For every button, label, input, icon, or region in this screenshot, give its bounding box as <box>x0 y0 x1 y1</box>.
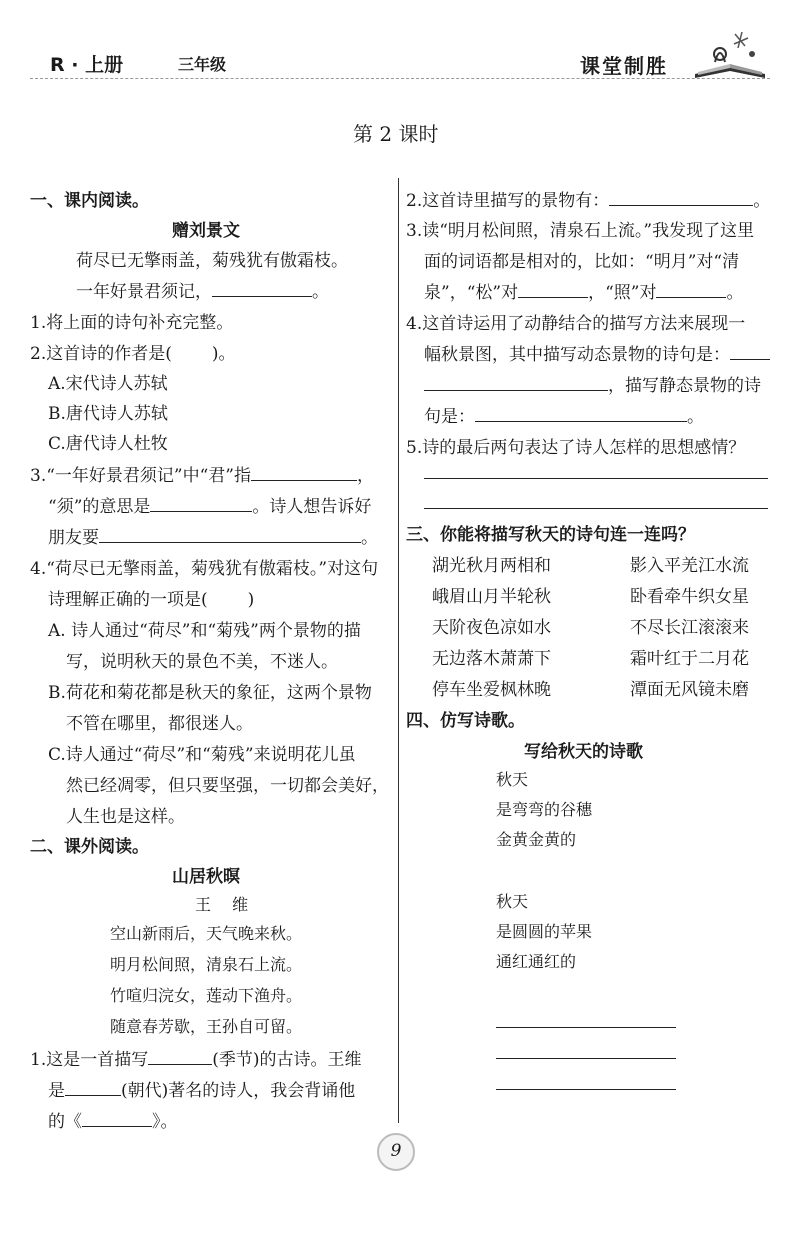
stanza1-line2: 是弯弯的谷穗 <box>496 800 593 819</box>
s1-q4-option-b1: B.荷花和菊花都是秋天的象征，这两个景物 <box>48 683 372 703</box>
s1-q2-option-b: B.唐代诗人苏轼 <box>48 404 168 424</box>
r-q3-blank2[interactable] <box>656 281 726 298</box>
r-q3-line2: 面的词语都是相对的，比如：“明月”对“清 <box>424 252 740 272</box>
s1-q3-blank1[interactable] <box>251 464 357 481</box>
s1-q2 <box>30 339 236 364</box>
s1-q2-text: 2.这首诗的作者是( <box>30 344 172 364</box>
s1-q3-blank3[interactable] <box>99 526 361 543</box>
s2-q1-a: 1.这是一首描写 <box>30 1050 149 1070</box>
stanza1-line3: 金黄金黄的 <box>496 830 577 849</box>
poem2-title: 山居秋暝 <box>172 867 240 887</box>
s1-q2-end: )。 <box>211 344 236 364</box>
s2-q1-line2 <box>48 1076 355 1101</box>
poem2-author: 王 维 <box>195 895 257 914</box>
s2-q1-b: 是 <box>48 1081 65 1101</box>
r-q4-line1: 4.这首诗运用了动静结合的描写方法来展现一 <box>406 314 746 334</box>
s1-q4-b-end: ) <box>247 590 255 610</box>
match-left-4[interactable]: 无边落木萧萧下 <box>432 649 551 669</box>
match-left-5[interactable]: 停车坐爱枫林晚 <box>432 680 551 700</box>
header-brand: 课堂制胜 <box>580 54 668 78</box>
section3-heading: 三、你能将描写秋天的诗句连一连吗？ <box>406 525 695 545</box>
page-number: 9 <box>390 1141 402 1161</box>
column-divider <box>398 178 399 1123</box>
s1-q3-line2 <box>48 492 371 517</box>
s1-q3-line1 <box>30 461 374 486</box>
poem2-line1: 空山新雨后，天气晚来秋。 <box>110 924 303 943</box>
s2-q1-c: 的《 <box>48 1112 82 1132</box>
match-right-2[interactable]: 卧看牵牛织女星 <box>630 587 749 607</box>
section4-heading: 四、仿写诗歌。 <box>406 711 525 731</box>
s2-q1-line3 <box>48 1107 178 1132</box>
poem1-blank[interactable] <box>212 280 312 297</box>
s2-q1-blank1[interactable] <box>148 1048 212 1065</box>
s1-q3-c-end: 。 <box>361 528 378 548</box>
s1-q4-line2 <box>48 585 254 610</box>
r-q4-d-end: 。 <box>687 407 704 427</box>
s1-q4-option-a2: 写，说明秋天的景色不美，不迷人。 <box>66 652 338 672</box>
s1-q2-option-a: A.宋代诗人苏轼 <box>48 374 168 394</box>
stanza3-blank-line1[interactable] <box>496 1027 676 1028</box>
section4-poem-title: 写给秋天的诗歌 <box>524 742 643 762</box>
poem1-line2-text: 一年好景君须记， <box>76 282 212 302</box>
r-q4-line3 <box>424 371 761 396</box>
poem2-line3: 竹喧归浣女，莲动下渔舟。 <box>110 986 303 1005</box>
r-q4-line2 <box>424 340 770 365</box>
stanza3-blank-line3[interactable] <box>496 1089 676 1090</box>
r-q4-blank3[interactable] <box>475 405 687 422</box>
r-q5-answer-line2[interactable] <box>424 508 768 509</box>
r-q4-b: 幅秋景图，其中描写动态景物的诗句是： <box>424 345 730 365</box>
s1-q4-option-c1: C.诗人通过“荷尽”和“菊残”来说明花儿虽 <box>48 745 356 765</box>
r-q3-line1: 3.读“明月松间照，清泉石上流。”我发现了这里 <box>406 221 755 241</box>
s1-q4-option-c3: 人生也是这样。 <box>66 807 185 827</box>
s1-q4-line1: 4.“荷尽已无擎雨盖，菊残犹有傲霜枝。”对这句 <box>30 559 379 579</box>
r-q4-d: 句是： <box>424 407 475 427</box>
match-right-1[interactable]: 影入平羌江水流 <box>630 556 749 576</box>
s1-q2-option-c: C.唐代诗人杜牧 <box>48 434 168 454</box>
s1-q4-option-a1: A. 诗人通过“荷尽”和“菊残”两个景物的描 <box>48 621 361 641</box>
r-q3-c-end: 。 <box>726 283 744 303</box>
r-q3-c2: ，“照”对 <box>588 283 657 303</box>
s1-q3-b-end: 。诗人想告诉好 <box>252 497 372 517</box>
s1-q3-blank2[interactable] <box>150 495 252 512</box>
r-q5-answer-line1[interactable] <box>424 478 768 479</box>
poem1-title: 赠刘景文 <box>172 221 240 241</box>
header-edition: R · 上册 <box>50 54 124 76</box>
s1-q3-line3 <box>48 523 378 548</box>
match-right-5[interactable]: 潭面无风镜未磨 <box>630 680 749 700</box>
r-q5: 5.诗的最后两句表达了诗人怎样的思想感情？ <box>406 438 746 458</box>
lesson-title: 第 2 课时 <box>353 122 439 146</box>
s2-q1-b-end: (朝代)著名的诗人，我会背诵他 <box>121 1081 356 1101</box>
match-right-3[interactable]: 不尽长江滚滚来 <box>630 618 749 638</box>
s2-q1-a-end: (季节)的古诗。王维 <box>212 1050 362 1070</box>
s1-q3-b: “须”的意思是 <box>48 497 151 517</box>
r-q3-c1: 泉”，“松”对 <box>424 283 519 303</box>
poem1-line2 <box>76 277 329 302</box>
section1-heading: 一、课内阅读。 <box>30 191 149 211</box>
s2-q1-c-end: 》。 <box>152 1112 178 1132</box>
r-q3-blank1[interactable] <box>518 281 588 298</box>
stanza3-blank-line2[interactable] <box>496 1058 676 1059</box>
r-q2-blank[interactable] <box>609 189 753 206</box>
s1-q3-a-end: ， <box>356 466 374 486</box>
s1-q4-option-c2: 然已经凋零，但只要坚强，一切都会美好， <box>66 776 389 796</box>
r-q2-end: 。 <box>753 191 771 211</box>
header-book-logo <box>690 24 770 84</box>
poem2-line2: 明月松间照，清泉石上流。 <box>110 955 303 974</box>
s1-q3-a: 3.“一年好景君须记”中“君”指 <box>30 466 251 486</box>
match-left-3[interactable]: 天阶夜色凉如水 <box>432 618 551 638</box>
r-q4-blank1[interactable] <box>730 343 770 360</box>
r-q4-blank2[interactable] <box>424 374 608 391</box>
s2-q1-blank2[interactable] <box>65 1079 121 1096</box>
s1-q3-c: 朋友要 <box>48 528 99 548</box>
s1-q4-option-b2: 不管在哪里，都很迷人。 <box>66 714 253 734</box>
stanza2-line3: 通红通红的 <box>496 952 577 971</box>
match-right-4[interactable]: 霜叶红于二月花 <box>630 649 749 669</box>
r-q4-line4 <box>424 402 704 427</box>
stanza2-line1: 秋天 <box>496 892 529 911</box>
poem1-line2-end: 。 <box>312 282 329 302</box>
s2-q1-blank3[interactable] <box>82 1110 152 1127</box>
r-q4-c: ，描写静态景物的诗 <box>608 376 761 396</box>
stanza2-line2: 是圆圆的苹果 <box>496 922 593 941</box>
match-left-2[interactable]: 峨眉山月半轮秋 <box>432 587 551 607</box>
match-left-1[interactable]: 湖光秋月两相和 <box>432 556 551 576</box>
r-q3-line3 <box>424 278 743 303</box>
header-rule <box>30 78 770 79</box>
s2-q1-line1 <box>30 1045 362 1070</box>
r-q2-text: 2.这首诗里描写的景物有： <box>406 191 610 211</box>
s1-q4-b: 诗理解正确的一项是( <box>48 590 208 610</box>
stanza1-line1: 秋天 <box>496 770 529 789</box>
section2-heading: 二、课外阅读。 <box>30 837 149 857</box>
s1-q1: 1.将上面的诗句补充完整。 <box>30 313 234 333</box>
poem2-line4: 随意春芳歇，王孙自可留。 <box>110 1017 303 1036</box>
r-q2 <box>406 186 770 211</box>
poem1-line1: 荷尽已无擎雨盖，菊残犹有傲霜枝。 <box>76 251 348 271</box>
header-grade: 三年级 <box>178 55 227 74</box>
